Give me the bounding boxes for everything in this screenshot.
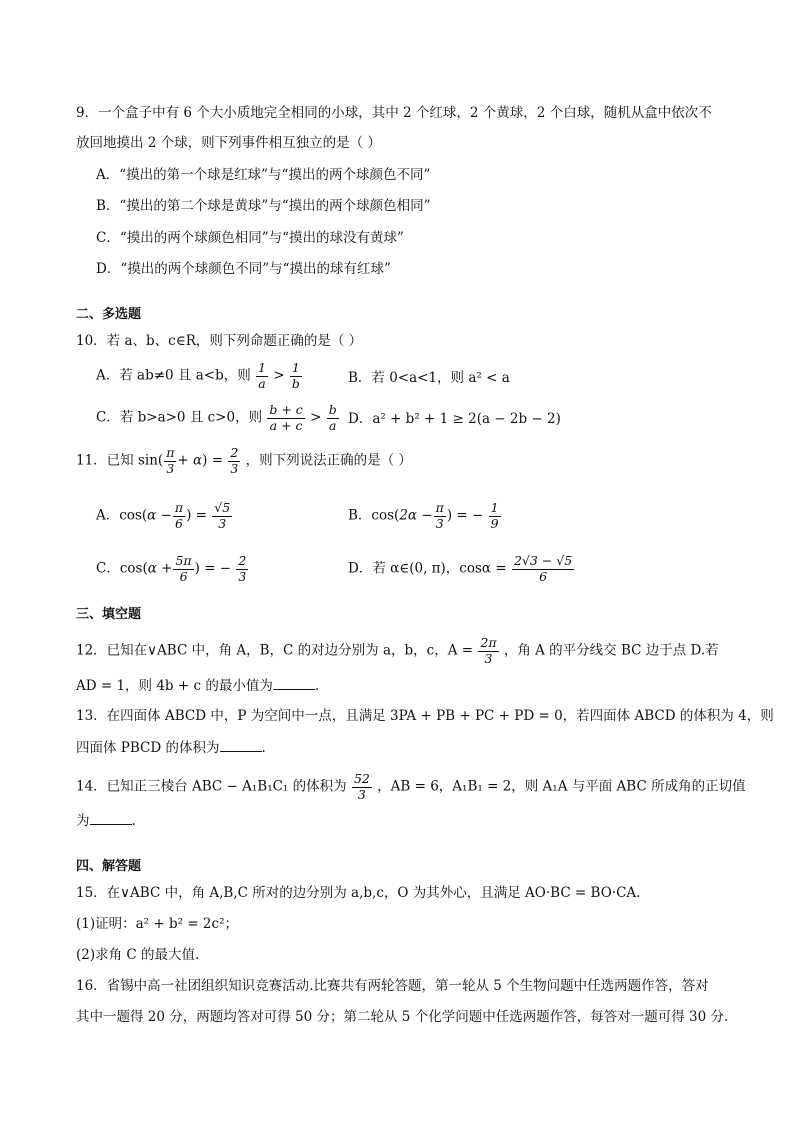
q13-answer-blank[interactable] xyxy=(220,737,262,752)
q14-line2: 为 . xyxy=(76,810,724,831)
q16-line2: 其中一题得 20 分，两题均答对可得 50 分；第二轮从 5 个化学问题中任选两题作答，每答对一题可得 30 分. xyxy=(76,1009,729,1025)
q14-answer-blank[interactable] xyxy=(90,810,132,825)
q16-line1: 16．省锡中高一社团组织知识竞赛活动.比赛共有两轮答题，第一轮从 5 个生物问题中任选两题作答，答对 xyxy=(76,978,709,994)
q10-a-fraction-1: $\frac{1}{a}$ xyxy=(258,360,266,391)
section-heading-multiple-choice: 二、多选题 xyxy=(76,307,142,322)
q11-stem: 11．已知 sin( $\frac{\pi}{3}$ + α) = $\frac{2}{3}$ ，则下列说法正确的是（ ） xyxy=(76,445,412,476)
q10-a-fraction-2: $\frac{1}{b}$ xyxy=(291,360,300,391)
q9-option-c: C．“摸出的两个球颜色相同”与“摸出的球没有黄球” xyxy=(96,230,404,246)
q12-answer-blank[interactable] xyxy=(273,675,315,690)
q11-option-d: D．若 α∈(0, π)，cosα = $\frac{2√3 - √5}{6}$ xyxy=(348,553,573,584)
q10-option-c: C．若 b>a>0 且 c>0，则 $\frac{b + c}{a + c}$ > $\frac{b}{a}$ xyxy=(96,402,337,433)
q10-c-fraction-1: $\frac{b + c}{a + c}$ xyxy=(269,402,303,433)
section-heading-solutions: 四、解答题 xyxy=(76,859,142,874)
q10-option-b: B．若 0<a<1，则 a² < a xyxy=(348,370,510,386)
section-heading-fill-in: 三、填空题 xyxy=(76,607,142,622)
q15-part1: (1)证明：a² + b² = 2c²； xyxy=(76,916,238,932)
q13-line1: 13．在四面体 ABCD 中，P 为空间中一点，且满足 3PA + PB + PC + PD = 0，若四面体 ABCD 的体积为 4，则 xyxy=(76,708,774,724)
q9-stem-line2: 放回地摸出 2 个球，则下列事件相互独立的是（ ） xyxy=(76,135,381,151)
q12-line1: 12．已知在∨ABC 中，角 A，B，C 的对边分别为 a，b，c，A = $\frac{2\pi}{3}$ ，角 A 的平分线交 BC 边于点 D.若 xyxy=(76,635,719,666)
q15-part2: (2)求角 C 的最大值. xyxy=(76,947,200,963)
q11-option-b: B．cos(2α − $\frac{\pi}{3}$ ) = − $\frac{1}{9}$ xyxy=(348,500,499,531)
q14-line1: 14．已知正三棱台 ABC − A₁B₁C₁ 的体积为 $\frac{52}{3}$ ，AB = 6，A₁B₁ = 2，则 A₁A 与平面 ABC 所成角的正切值 xyxy=(76,771,746,802)
q11-option-c: C．cos(α + $\frac{5\pi}{6}$ ) = − $\frac{2}{3}$ xyxy=(96,553,247,584)
q10-c-fraction-2: $\frac{b}{a}$ xyxy=(328,402,337,433)
q13-line2: 四面体 PBCD 的体积为 . xyxy=(76,737,724,758)
q12-line2: AD = 1，则 4b + c 的最小值为 . xyxy=(76,675,724,696)
q10-option-d: D．a² + b² + 1 ≥ 2(a − 2b − 2) xyxy=(348,411,561,427)
q10-option-a: A．若 ab≠0 且 a<b，则 $\frac{1}{a}$ > $\frac{1}{b}$ xyxy=(96,360,300,391)
q9-option-a: A．“摸出的第一个球是红球”与“摸出的两个球颜色不同” xyxy=(96,167,431,183)
q9-option-d: D．“摸出的两个球颜色不同”与“摸出的球有红球” xyxy=(96,261,391,277)
q15-stem: 15．在∨ABC 中，角 A,B,C 所对的边分别为 a,b,c，O 为其外心，且满足 AO·BC = BO·CA. xyxy=(76,885,641,901)
q9-stem-line1: 9．一个盒子中有 6 个大小质地完全相同的小球，其中 2 个红球，2 个黄球，2 个白球，随机从盒中依次不 xyxy=(76,105,712,121)
q10-stem: 10．若 a、b、c∈R，则下列命题正确的是（ ） xyxy=(76,333,363,349)
q9-option-b: B．“摸出的第二个球是黄球”与“摸出的两个球颜色相同” xyxy=(96,198,431,214)
q11-option-a: A．cos(α − $\frac{\pi}{6}$ ) = $\frac{√5}{3}$ xyxy=(96,500,231,531)
